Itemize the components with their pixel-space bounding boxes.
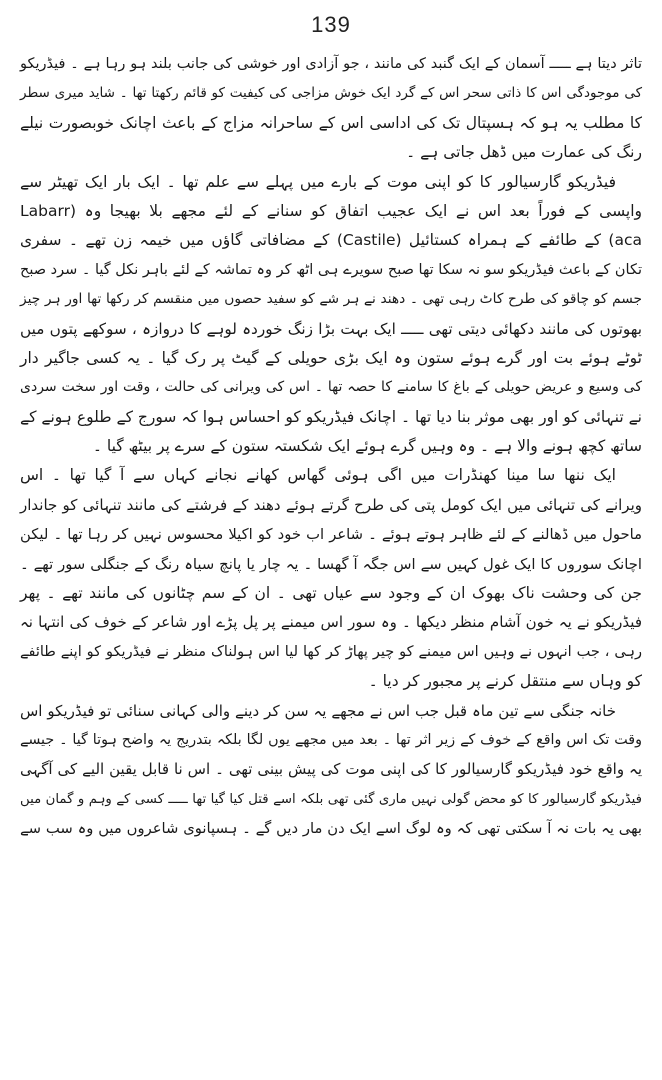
text-line: یہ واقع خود فیڈریکو گارسیالور کا کی اپنی موت کی پیش بینی تھی ۔ اس نا قابل یقین الیے کی آگہی (20, 760, 642, 779)
text-line: جسم کو چاقو کی طرح کاٹ رہی تھی ۔ دھند نے ہر شے کو سفید حصوں میں منقسم کر رکھا تھا اور ہر چیز (20, 291, 642, 308)
text-line: ویرانے کی تنہائی میں ایک کومل پتی کی طرح گرتے ہوئے دھند کے فرشتے کی مانند تنہائی کو جاندار (20, 495, 642, 514)
text-line: کی وسیع و عریض حویلی کے باغ کا سامنے کا حصہ تھا ۔ اس کی ویرانی کی حالت ، وقت اور سخت سردی (20, 379, 642, 396)
text-line: ایک ننھا سا مینا کھنڈرات میں اگی ہوئی گھاس کھانے نجانے کہاں سے آ گیا تھا ۔ اس (20, 466, 616, 485)
paragraph-2 (16, 168, 646, 462)
text-line: ٹوٹے ہوئے بت اور گرے ہوئے ستون وہ ایک بڑی حویلی کے گیٹ پر رک گیا ۔ یہ کسی جاگیر دار (20, 348, 642, 367)
text-line: ماحول میں ڈھالنے کے لئے ظاہر ہوتے ہوئے ۔ شاعر اب خود کو اکیلا محسوس نہیں کر رہا تھا ۔ لیکن (20, 526, 642, 544)
text-line: تاثر دیتا ہے ـــــ آسمان کے ایک گنبد کی مانند ، جو آزادی اور خوشی کی جانب بلند ہو رہا ہے ۔ فیڈریکو (20, 56, 642, 72)
text-line: فیڈریکو نے یہ خون آشام منظر دیکھا ۔ وہ سور اس میمنے پر پل پڑے اور شاعر کے خوف کی انتہا نہ (20, 613, 642, 632)
text-line: وقت تک اس واقع کے خوف کے زیر اثر تھا ۔ بعد میں مجھے یوں لگا بلکہ بتدریج یہ واضح ہوتا گیا ۔ جیسے (20, 731, 642, 748)
text-line: بھی یہ بات نہ آ سکتی تھی کہ وہ لوگ اسے ایک دن مار دیں گے ۔ ہسپانوی شاعروں میں وہ سب سے (20, 820, 642, 838)
paragraph-4 (16, 697, 646, 844)
text-line: تکان کے باعث فیڈریکو سو نہ سکا تھا صبح سویرے ہی اٹھ کر وہ تماشہ کے لئے باہر نکل گیا ۔ سرد صبح (19, 261, 642, 278)
text-line: کا مطلب یہ ہو کہ ہسپتال تک کی اداسی اس کے ساحرانہ مزاج کے باعث اچانک خوبصورت نیلے (20, 113, 642, 132)
page-number: 139 (311, 12, 351, 37)
text-line: بھوتوں کی مانند دکھائی دیتی تھی ـــــ ایک بہت بڑا زنگ خوردہ لوہے کا دروازہ ، سوکھے پتوں میں (20, 319, 642, 338)
paragraph-1 (16, 50, 646, 168)
text-line: کو وہاں سے منتقل کرنے پر مجبور کر دیا ۔ (368, 672, 642, 691)
text-line: رہی ، جب انہوں نے وہیں اس میمنے کو چیر پھاڑ کر کھا لیا اس ہولناک منظر نے فیڈریکو کو اپنے طائفے (20, 643, 642, 660)
paragraph-3 (16, 461, 646, 696)
text-line: جن کی وحشت ناک بھوک ان کے وجود سے عیاں تھی ۔ ان کے سم چٹانوں کی مانند تھے ۔ پھر (20, 584, 642, 603)
text-line: رنگ کی عمارت میں ڈھل جاتی ہے ۔ (406, 143, 642, 162)
text-line: فیڈریکو گارسیالور کا کو محض گولی نہیں ماری گئی تھی بلکہ اسے قتل کیا گیا تھا ـــــ کسی کے وہم و گمان میں (20, 791, 642, 807)
text-line: واپسی کے فوراً بعد اس نے ایک عجیب اتفاق کو سنانے کے لئے مجھے بلا بھیجا وہ (Labarr (20, 201, 642, 220)
text-line: خانہ جنگی سے تین ماہ قبل جب اس نے مجھے یہ سن کر دینے والی کہانی سنائی تو فیڈریکو اس (20, 701, 616, 720)
text-line: کی موجودگی اس کا ذاتی سحر اس کے گرد ایک خوش مزاجی کی کیفیت کو قائم رکھتا تھا ۔ شاید میری سطر (20, 85, 642, 102)
text-line: نے تنہائی کو اور بھی موثر بنا دیا تھا ۔ اچانک فیڈریکو کو احساس ہوا کہ سورج کے طلوع ہونے کے (20, 407, 642, 426)
text-line: اچانک سوروں کا ایک غول کہیں سے اس جگہ آ گھسا ۔ یہ چار یا پانچ سیاہ رنگ کے جنگلی سور تھے ۔ (20, 555, 642, 573)
text-line: aca) کے طائفے کے ہمراہ کستائیل (Castile) کے مضافاتی گاؤں میں خیمہ زن تھے ۔ سفری (20, 231, 642, 250)
urdu-text-body (16, 50, 646, 844)
text-line: ساتھ کچھ ہونے والا ہے ۔ وہ وہیں گرے ہوئے ایک شکستہ ستون کے سرے پر بیٹھ گیا ۔ (92, 437, 642, 456)
text-line: فیڈریکو گارسیالور کا کو اپنی موت کے بارے میں پہلے سے علم تھا ۔ ایک بار ایک تھیٹر سے (20, 172, 616, 191)
